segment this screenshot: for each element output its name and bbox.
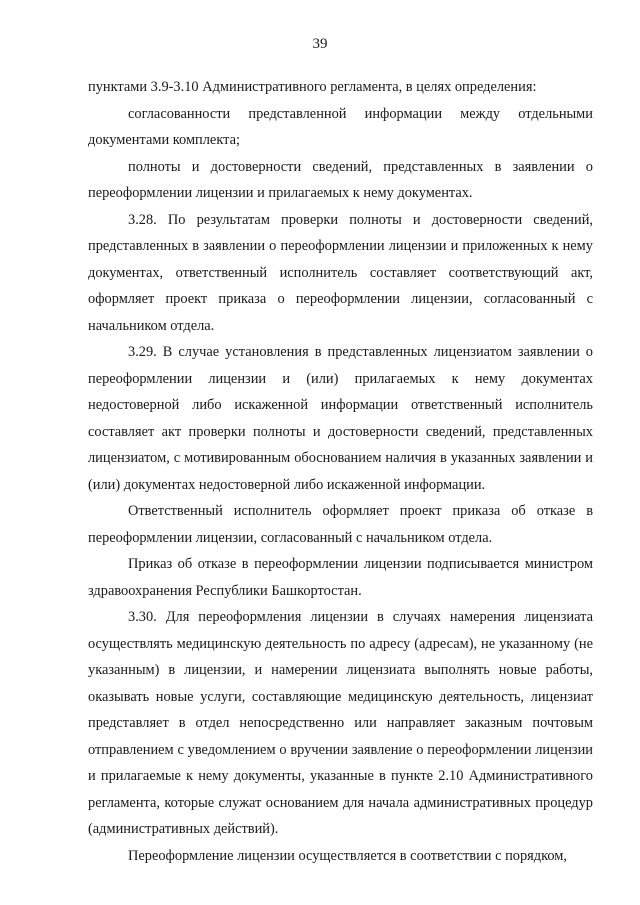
paragraph-last: Переоформление лицензии осуществляется в соответствии с порядком, — [128, 847, 567, 864]
paragraph: 3.28. По результатам проверки полноты и достоверности сведений, представленных в заявлении о переоформлении лицензии и приложенных к нему документах, ответственный исполнитель составляет соответствующий акт, оформляет проект приказа о переоформлении лицензии, согласованный с начальником отдела. — [88, 211, 593, 334]
paragraph: 3.30. Для переоформления лицензии в случаях намерения лицензиата осуществлять медицинскую деятельность по адресу (адресам), не указанному (не указанным) в лицензии, и намерении лицензиата выполнять новые работы, оказывать новые услуги, составляющие медицинскую деятельность, лицензиат представляет в отдел непосредственно или направляет заказным почтовым отправлением с уведомлением о вручении заявление о переоформлении лицензии и прилагаемые к нему документы, указанные в пункте 2.10 Административного регламента, которые служат основанием для начала административных процедур (административных действий). — [88, 609, 593, 837]
document-body — [88, 74, 593, 869]
paragraph: полноты и достоверности сведений, представленных в заявлении о переоформлении лицензии и прилагаемых к нему документах. — [88, 158, 593, 201]
paragraph: пунктами 3.9-3.10 Административного регламента, в целях определения: — [88, 79, 537, 95]
paragraph: Ответственный исполнитель оформляет проект приказа об отказе в переоформлении лицензии, согласованный с начальником отдела. — [88, 503, 593, 546]
page-number: 39 — [312, 36, 328, 52]
paragraph: согласованности представленной информации между отдельными документами комплекта; — [88, 105, 593, 148]
paragraph: 3.29. В случае установления в представленных лицензиатом заявлении о переоформлении лицензии и (или) прилагаемых к нему документах недостоверной либо искаженной информации ответственный исполнитель составляет акт проверки полноты и достоверности сведений, представленных лицензиатом, с мотивированным обоснованием наличия в указанных заявлении и (или) документах недостоверной либо искаженной информации. — [88, 344, 593, 493]
paragraph: Приказ об отказе в переоформлении лицензии подписывается министром здравоохранения Республики Башкортостан. — [88, 556, 593, 599]
